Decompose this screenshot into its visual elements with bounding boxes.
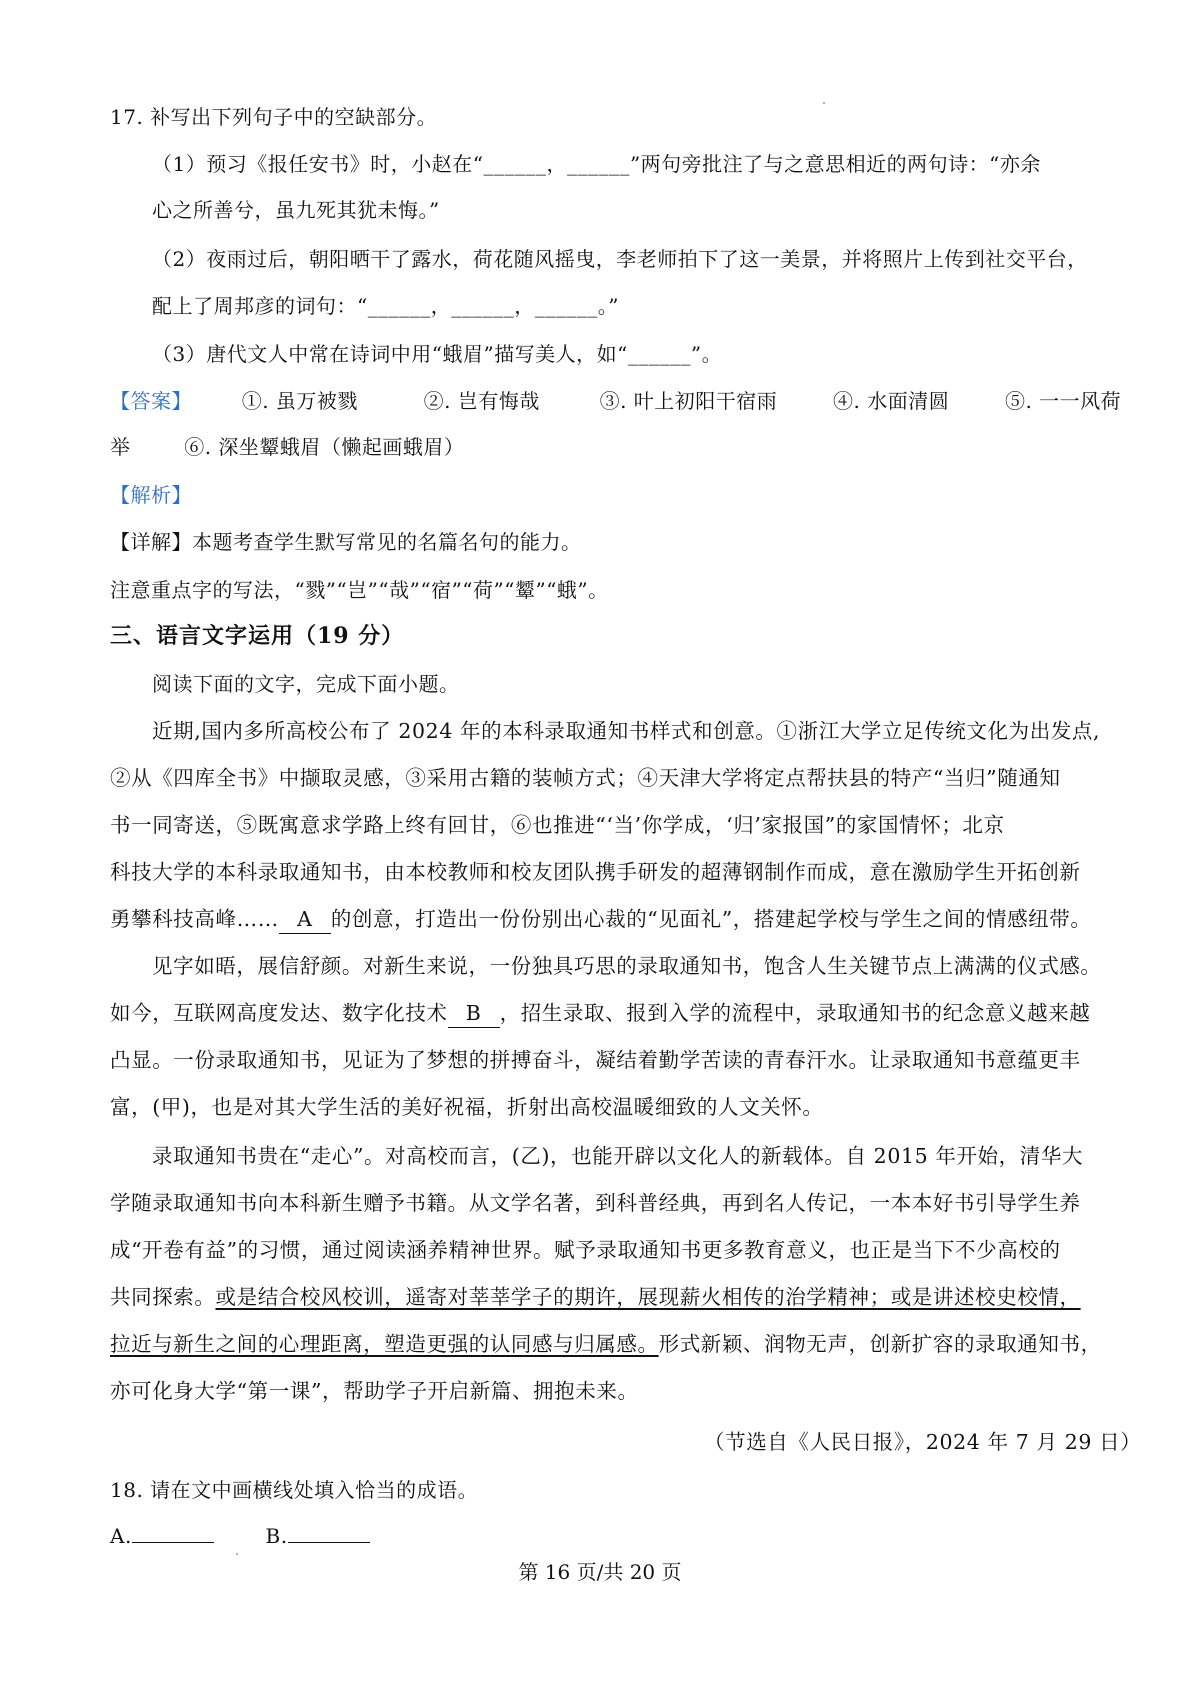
answer-item-2: ②. 岂有悔哉 xyxy=(423,389,540,413)
q17-title: 17. 补写出下列句子中的空缺部分。 xyxy=(110,105,438,129)
section3-intro: 阅读下面的文字，完成下面小题。 xyxy=(152,672,460,696)
q18-a-blank[interactable] xyxy=(132,1522,214,1543)
passage-p3-line5 xyxy=(110,1330,1102,1358)
passage-p1-line5-post: 的创意，打造出一份份别出心裁的“见面礼”，搭建起学校与学生之间的情感纽带。 xyxy=(330,907,1092,931)
analysis-note: 注意重点字的写法，“戮”“岂”“哉”“宿”“荷”“颦”“蛾”。 xyxy=(110,578,609,602)
passage-p3-line3: 成“开卷有益”的习惯，通过阅读涵养精神世界。赋予录取通知书更多教育意义，也正是当下不少高校的 xyxy=(110,1238,1061,1262)
section3-heading: 三、语言文字运用（19 分） xyxy=(110,623,405,649)
q17-part1-line2: 心之所善兮，虽九死其犹未悔。” xyxy=(152,198,440,222)
underlined-sentence-part1: 或是结合校风校训，遥寄对莘莘学子的期许，展现薪火相传的治学精神；或是讲述校史校情， xyxy=(215,1285,1081,1309)
answer-item-5: ⑤. 一一风荷 xyxy=(1004,389,1122,413)
underlined-sentence-part2: 拉近与新生之间的心理距离，塑造更强的认同感与归属感。 xyxy=(110,1332,659,1356)
passage-p1-line5-pre: 勇攀科技高峰…… xyxy=(110,907,279,931)
q18-title: 18. 请在文中画横线处填入恰当的成语。 xyxy=(110,1478,479,1502)
passage-p1-line5 xyxy=(110,905,1091,934)
answer-row xyxy=(110,387,1121,415)
q17-part3-line1: （3）唐代文人中常在诗词中用“蛾眉”描写美人，如“______”。 xyxy=(152,342,723,366)
analysis-detail: 【详解】本题考查学生默写常见的名篇名句的能力。 xyxy=(110,530,582,554)
passage-p2-line3: 凸显。一份录取通知书，见证为了梦想的拼搏奋斗，凝结着勤学苦读的青春汗水。让录取通知书意蕴更丰 xyxy=(110,1048,1081,1072)
passage-p1-line3: 书一同寄送，⑤既寓意求学路上终有回甘，⑥也推进“‘当’你学成，‘归’家报国”的家国情怀；北京 xyxy=(110,813,1005,837)
answer-item-3: ③. 叶上初阳干宿雨 xyxy=(599,389,778,413)
passage-source: （节选自《人民日报》，2024 年 7 月 29 日） xyxy=(704,1430,1142,1454)
page-footer: 第 16 页/共 20 页 xyxy=(518,1560,682,1584)
q17-part2-line2: 配上了周邦彦的词句：“______，______，______。” xyxy=(152,294,619,318)
q18-a-label: A. xyxy=(110,1524,132,1548)
answer-item-5-cont: 举 xyxy=(110,435,131,459)
analysis-label: 【解析】 xyxy=(110,483,192,507)
blank-a: A xyxy=(279,905,331,934)
passage-p3-line5-post: 形式新颖、润物无声，创新扩容的录取通知书， xyxy=(658,1332,1102,1356)
q18-blanks xyxy=(110,1522,370,1550)
passage-p1-line1: 近期,国内多所高校公布了 2024 年的本科录取通知书样式和创意。①浙江大学立足传统文化为出发点, xyxy=(152,719,1101,743)
q18-b-blank[interactable] xyxy=(288,1522,370,1543)
passage-p2-line2-post: ，招生录取、报到入学的流程中，录取通知书的纪念意义越来越 xyxy=(499,1001,1091,1025)
passage-p3-line1: 录取通知书贵在“走心”。对高校而言，(乙)，也能开辟以文化人的新载体。自 2015 年开始，清华大 xyxy=(152,1144,1084,1168)
passage-p3-line4-pre: 共同探索。 xyxy=(110,1285,216,1309)
passage-p1-line2: ②从《四库全书》中撷取灵感，③采用古籍的装帧方式；④天津大学将定点帮扶县的特产“当归”随通知 xyxy=(110,766,1061,790)
passage-p1-line4: 科技大学的本科录取通知书，由本校教师和校友团队携手研发的超薄钢制作而成，意在激励学生开拓创新 xyxy=(110,860,1081,884)
passage-p2-line1: 见字如晤，展信舒颜。对新生来说，一份独具巧思的录取通知书，饱含人生关键节点上满满的仪式感。 xyxy=(152,954,1102,978)
q18-b-label: B. xyxy=(265,1524,288,1548)
passage-p3-line4 xyxy=(110,1283,1081,1311)
passage-p2-line2-pre: 如今，互联网高度发达、数字化技术 xyxy=(110,1001,448,1025)
passage-p3-line2: 学随录取通知书向本科新生赠予书籍。从文学名著，到科普经典，再到名人传记，一本本好书引导学生养 xyxy=(110,1191,1081,1215)
passage-p2-line4: 富，(甲)，也是对其大学生活的美好祝福，折射出高校温暖细致的人文关怀。 xyxy=(110,1095,824,1119)
q17-part1-line1: （1）预习《报任安书》时，小赵在“______，______”两句旁批注了与之意思相近的两句诗：“亦余 xyxy=(152,152,1041,176)
answer-item-1: ①. 虽万被戮 xyxy=(241,389,358,413)
scan-speck xyxy=(823,102,825,104)
passage-p2-line2 xyxy=(110,999,1090,1028)
q17-part2-line1: （2）夜雨过后，朝阳晒干了露水，荷花随风摇曳，李老师拍下了这一美景，并将照片上传到社交平台， xyxy=(152,247,1088,271)
answer-item-4: ④. 水面清圆 xyxy=(833,389,950,413)
blank-b: B xyxy=(448,999,500,1028)
answer-label: 【答案】 xyxy=(110,389,192,413)
passage-p3-line6: 亦可化身大学“第一课”，帮助学子开启新篇、拥抱未来。 xyxy=(110,1379,639,1403)
answer-row-2 xyxy=(110,433,464,461)
answer-item-6: ⑥. 深坐颦蛾眉（懒起画蛾眉） xyxy=(184,435,465,459)
scan-speck-2 xyxy=(236,1553,238,1555)
